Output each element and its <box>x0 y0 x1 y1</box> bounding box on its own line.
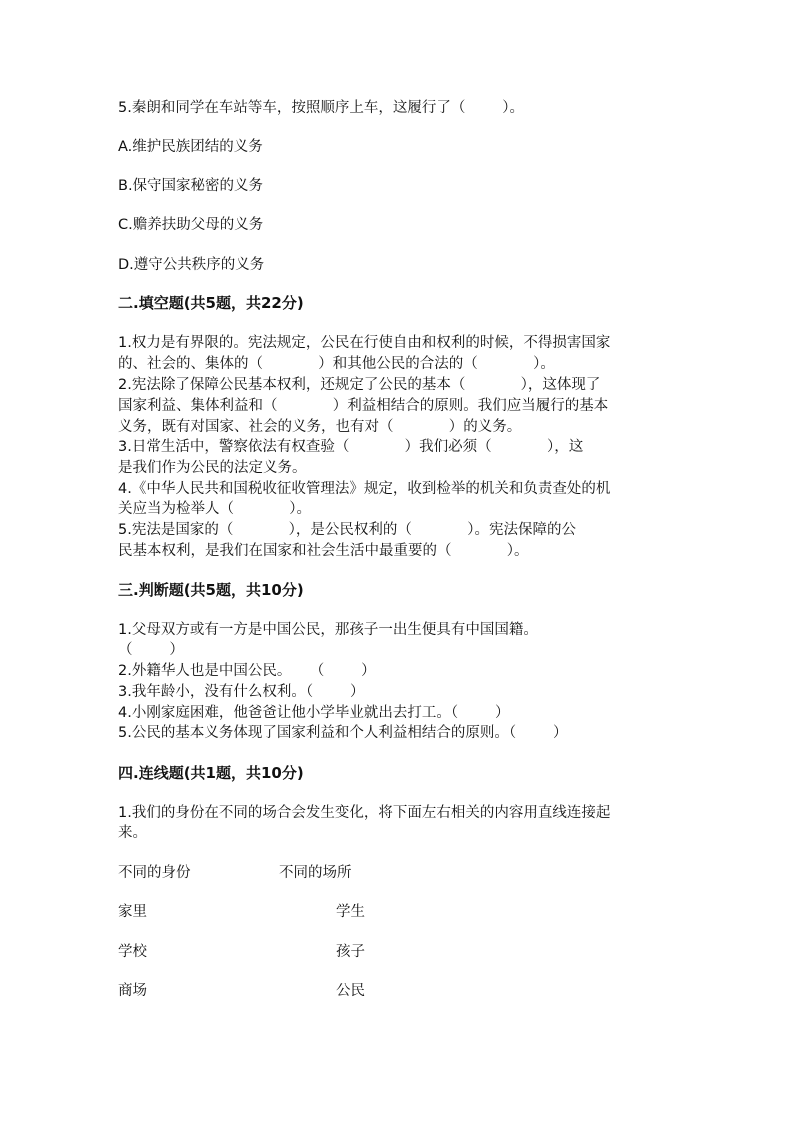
question-5-stem: 5.秦朗和同学在车站等车，按照顺序上车，这履行了（ ）。 <box>118 100 524 116</box>
fill-in-line: 的、社会的、集体的（ ）和其他公民的合法的（ ）。 <box>118 356 555 372</box>
true-false-line: 2.外籍华人也是中国公民。 （ ） <box>118 663 376 679</box>
option-d: D.遵守公共秩序的义务 <box>118 257 265 273</box>
matching-right-item: 孩子 <box>336 944 365 960</box>
true-false-line: 1.父母双方或有一方是中国公民，那孩子一出生便具有中国国籍。 <box>118 622 538 638</box>
matching-instruction-line: 来。 <box>118 825 147 841</box>
section-heading-matching: 四.连线题(共1题，共10分) <box>118 764 304 782</box>
matching-left-header: 不同的身份 <box>118 865 191 881</box>
fill-in-line: 关应当为检举人（ ）。 <box>118 501 312 517</box>
section-heading-fill-in: 二.填空题(共5题，共22分) <box>118 294 304 312</box>
true-false-line: 4.小刚家庭困难，他爸爸让他小学毕业就出去打工。（ ） <box>118 705 510 721</box>
fill-in-line: 国家利益、集体利益和（ ）利益相结合的原则。我们应当履行的基本 <box>118 398 609 414</box>
matching-left-item: 学校 <box>118 944 147 960</box>
option-b: B.保守国家秘密的义务 <box>118 178 264 194</box>
section-heading-true-false: 三.判断题(共5题，共10分) <box>118 581 304 599</box>
option-a: A.维护民族团结的义务 <box>118 139 263 155</box>
matching-instruction-line: 1.我们的身份在不同的场合会发生变化，将下面左右相关的内容用直线连接起 <box>118 805 611 821</box>
option-c: C.赡养扶助父母的义务 <box>118 217 264 233</box>
true-false-line: （ ） <box>118 642 184 658</box>
matching-left-item: 家里 <box>118 904 147 920</box>
fill-in-line: 是我们作为公民的法定义务。 <box>118 460 307 476</box>
fill-in-line: 民基本权利，是我们在国家和社会生活中最重要的（ ）。 <box>118 543 529 559</box>
true-false-line: 5.公民的基本义务体现了国家利益和个人利益相结合的原则。（ ） <box>118 725 568 741</box>
fill-in-line: 1.权力是有界限的。宪法规定，公民在行使自由和权利的时候，不得损害国家 <box>118 335 611 351</box>
true-false-line: 3.我年龄小，没有什么权利。（ ） <box>118 684 365 700</box>
matching-right-item: 学生 <box>336 904 365 920</box>
fill-in-line: 义务，既有对国家、社会的义务，也有对（ ）的义务。 <box>118 419 522 435</box>
matching-left-item: 商场 <box>118 983 147 999</box>
fill-in-line: 4.《中华人民共和国税收征收管理法》规定，收到检举的机关和负责查处的机 <box>118 481 611 497</box>
fill-in-line: 3.日常生活中，警察依法有权查验（ ）我们必须（ ），这 <box>118 439 584 455</box>
matching-right-item: 公民 <box>336 983 365 999</box>
matching-right-header: 不同的场所 <box>279 865 352 881</box>
fill-in-line: 5.宪法是国家的（ ），是公民权利的（ ）。宪法保障的公 <box>118 522 576 538</box>
fill-in-line: 2.宪法除了保障公民基本权利，还规定了公民的基本（ ），这体现了 <box>118 377 601 393</box>
